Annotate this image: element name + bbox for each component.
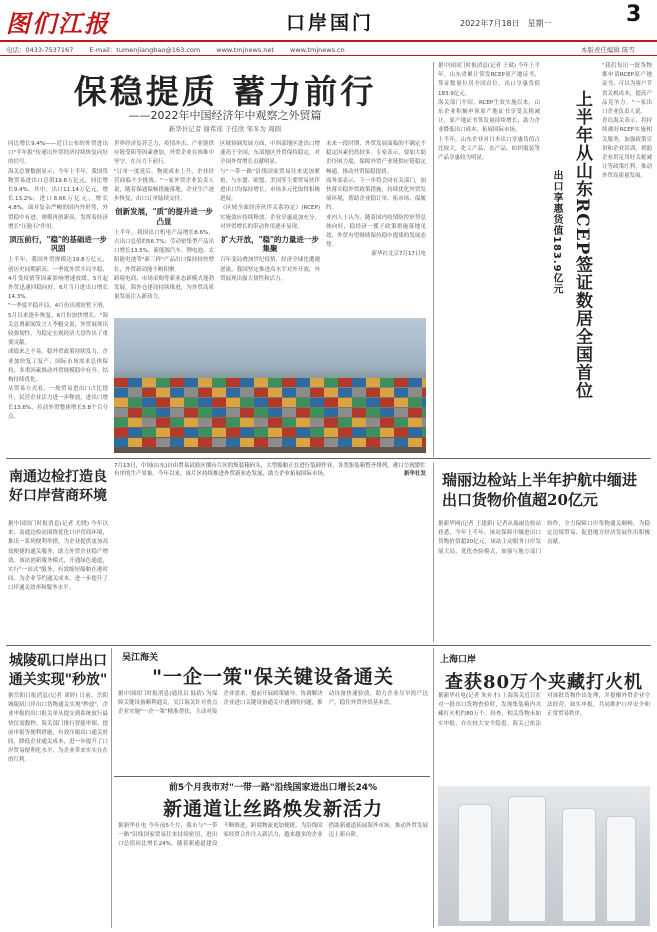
lead-headline: 保稳提质 蓄力前行 <box>73 72 377 111</box>
wujiang-headline: "一企一策"保关键设备通关 <box>152 666 394 688</box>
lead-column-1 <box>8 140 108 453</box>
ruili-headline: 瑞丽边检站上半年护航中缅进出口货物价值超20亿元 <box>442 471 638 509</box>
caption-text: 7月13日，中国(山东)自由贸易试验区烟台片区的集装箱码头，大型船舶正在进行装卸作业，各类集装箱整齐排列，港口呈现繁忙有序的生产景象。今年以来，该片区持续推进外贸新业态发展，助力企业拓展国际市场。 <box>114 463 426 478</box>
paragraph: 未来一段时期，外贸发展面临的不确定不稳定因素仍然较多。专家表示，要加大助企纾困力度，保障外贸产业链供应链稳定畅通，推动外贸保稳提质。 <box>326 141 426 175</box>
paragraph: 海关部门介绍，RCEP生效实施以来，山东企业积极申领原产地证书享受关税减让，原产地证书签发量持续增长，助力企业降低出口成本、拓展国际市场。 <box>438 99 540 134</box>
issue-date: 2022年7月18日 星期一 <box>460 19 552 28</box>
paragraph: 商务部表示，下一步将会同有关部门，加快落实稳外贸政策措施，持续优化外贸发展环境，帮助企业稳订单、拓市场、保履约。 <box>326 177 426 212</box>
wujiang-text: 据中国国门时报消息(通讯员 陆倩) 为保障关键设备顺利通关，吴江海关针对重点企业实施"一企一策"精准帮扶，主动对接企业需求，提前开展政策辅导，协调解决企业进口关键设备通关中遇到的问题，推动设备快速验放，助力企业尽早投产达产，稳住外贸外资基本盘。 <box>118 691 428 716</box>
info-bar <box>0 40 657 56</box>
shanghai-text: 据新华社电(记者 朱有才) 上海海关近日在对一批出口货物查验时，发现集装箱内夹藏打火机约80万个。经查，相关货物未如实申报，存在较大安全隐患。海关已依法对该批货物作出处理，并提醒外贸企业守法经营、如实申报，共同维护口岸安全和正常贸易秩序。 <box>438 693 650 727</box>
column-divider <box>111 648 112 928</box>
photo-caption <box>114 462 426 510</box>
section-divider <box>6 458 651 459</box>
section-divider <box>6 645 651 646</box>
wujiang-kicker: 吴江海关 <box>122 653 159 663</box>
customs-officers-photo <box>438 786 650 926</box>
section-divider <box>114 776 430 777</box>
chenglingji-headline: 城陵矶口岸出口通关实现"秒放" <box>8 653 108 688</box>
paragraph: 海关总署数据显示，今年上半年，我国货物贸易进出口总值19.8万亿元，同比增长9.4%。其中，出口11.14万亿元，增长13.2%；进口8.66万亿元，增长4.8%。面对复杂严峻的国内外形势，外贸稳中有进、规模再创新高，发挥着经济增长"压舱石"作用。 <box>8 168 108 230</box>
paragraph: 从贸易方式看，一般贸易进出口占比提升，民营企业活力进一步释放，进出口增长13.6%，拉动外贸整体增长5.8个百分点。 <box>8 386 108 420</box>
nantong-headline: 南通边检打造良好口岸营商环境 <box>9 469 107 504</box>
paragraph: 百年变局叠加世纪疫情，经济全球化遭遇逆流，我国坚定推进高水平对外开放，外贸展现出强大韧性和活力。 <box>220 257 320 282</box>
rcep-subheadline: 出口享惠货值183.9亿元 <box>551 170 562 295</box>
newspaper-logo: 图们江报 <box>6 9 110 38</box>
paragraph: 据中国国门时报消息(记者 王斌) 今年上半年，山东省累计签发RCEP原产地证书，签证数量位居全国首位，出口享惠货值183.9亿元。 <box>438 63 540 97</box>
shanghai-kicker: 上海口岸 <box>440 655 477 665</box>
section-subhead: 顶压前行，"稳"的基础进一步巩固 <box>9 235 107 254</box>
section-subhead: 创新发展，"质"的提升进一步凸显 <box>115 207 213 226</box>
rcep-text-1 <box>438 62 540 452</box>
section-title: 口岸国门 <box>285 12 374 34</box>
shanghai-headline: 查获80万个夹藏打火机 <box>444 672 644 693</box>
paragraph: 同比增长9.4%——近日公布的外贸进出口"半年报"传递出外贸经济持续恢复向好的信号。 <box>8 141 108 166</box>
rcep-text-2 <box>602 62 652 452</box>
lead-byline: 新华社记者 谢希瑶 于佳欣 邹多为 周圆 <box>168 125 282 133</box>
paragraph: 与"一带一路"沿线国家贸易往来更加紧密，与东盟、欧盟、美国等主要贸易伙伴进出口均保持增长，市场多元化取得积极进展。 <box>220 168 320 203</box>
phone-info: 电话：0433-7537167 <box>6 46 74 54</box>
rcep-headline: 上半年从山东RCEP签证数居全国首位 <box>572 90 592 400</box>
ruili-text: 据新华网(记者 王建新) 记者从瑞丽边检站获悉，今年上半年，该站保障中缅进出口货物价值超20亿元。该站主动服务口岸发展大局，优化查验模式，加强与地方部门协作，全力保障口岸货物通关顺畅，为稳定边境贸易、促进地方经济发展作出积极贡献。 <box>438 521 650 555</box>
lead-subheadline: ——2022年中国经济年中观察之外贸篇 <box>128 109 322 122</box>
email-info: E-mail：tumenjiangbao@163.com <box>89 46 201 54</box>
paragraph: 《区域全面经济伙伴关系协定》(RCEP)实施效应持续释放，企业享惠更加充分，对外贸增长的带动作用逐步显现。 <box>220 205 320 230</box>
beltroad-kicker: 前5个月我市对"一带一路"沿线国家进出口增长24% <box>168 783 378 793</box>
port-container-photo <box>114 318 426 453</box>
column-divider <box>433 62 434 457</box>
beltroad-text: 据新华社电 今年前5个月，我市与"一带一路"沿线国家贸易往来持续密切，进出口总值同比增长24%。随着新通道建设不断推进，跨境物流更加便捷，为沿线国家经贸合作注入新活力，越来越多的企业借助新通道拓展海外市场，推动外贸发展迈上新台阶。 <box>118 823 428 848</box>
editor-credit: 本版责任编辑 陈雪 <box>580 46 635 54</box>
paragraph: 上半年，山东企业对日本出口享惠货值占比较大，化工产品、农产品、纺织服装等产品享惠较为明显。 <box>438 136 540 162</box>
page-number: 3 <box>626 2 642 27</box>
paragraph: 上半年，我国出口机电产品增长8.6%，占出口总值的56.7%；劳动密集型产品出口增长13.5%。新能源汽车、锂电池、太阳能电池等"新三样"产品出口保持较快增长，外贸新动能不断积聚。 <box>114 229 214 273</box>
paragraph: 世界经济复苏乏力、疫情冲击、产业链供应链受阻等因素叠加，外贸企业在困难中坚守，在压力下前行。 <box>114 141 214 166</box>
column-divider <box>433 462 434 642</box>
paragraph: 跨境电商、市场采购等新业态新模式蓬勃发展，海外仓建设持续推进，为外贸高质量发展注入新动力。 <box>114 275 214 301</box>
paragraph: 区域协调发展方面，中西部地区进出口增速高于全国，东部地区外贸保持稳定，对全国外贸增长贡献明显。 <box>220 141 320 166</box>
nantong-text: 据中国国门时报消息(记者 尤晓) 今年以来，南通边检站围绕优化口岸营商环境，推出一系列便利举措，为企业提供更加高效便捷的通关服务，助力外贸企业稳产增效。该站创新服务模式，开通绿色通道，实行"一站式"服务，有效缩短船舶在港时间，为企业节约通关成本，进一步提升了口岸通关效率和服务水平。 <box>8 521 108 592</box>
paragraph: 业内人士认为，随着国内疫情防控形势总体向好，稳经济一揽子政策措施落地见效，外贸有望继续保持稳中提质的发展态势。 <box>326 214 426 249</box>
paragraph: 青岛海关表示，将持续做好RCEP实施相关服务，加强政策宣讲和企业培训，帮助企业用足用好关税减让等政策红利，推动外贸高质量发展。 <box>602 118 652 180</box>
dateline: 新华社北京7月17日电 <box>371 251 426 258</box>
column-divider <box>433 648 434 928</box>
section-subhead: 扩大开放，"稳"的力量进一步集聚 <box>221 235 319 254</box>
paragraph: "一季度平稳开局，4月份出现短暂下滑，5月以来逐步恢复，6月份加快增长。"海关总署新闻发言人李魁文说，外贸展现出较强韧性，为稳定宏观经济大盘作出了重要贡献。 <box>8 303 108 347</box>
paragraph: "我们每出一批货物都申请RCEP原产地证书，可以为客户节省关税成本，提高产品竞争力。"一家出口企业负责人说。 <box>602 63 652 116</box>
website-link[interactable]: www.tmjnews.net <box>216 46 274 54</box>
beltroad-headline: 新通道让丝路焕发新活力 <box>162 798 383 820</box>
website-link-alt[interactable]: www.tmjnews.cn <box>290 46 345 54</box>
paragraph: 成绩来之不易。稳外贸政策持续发力，企业加快复工复产，国际市场需求总体保持，多重因素推动外贸规模稳中有升、结构持续优化。 <box>8 349 108 384</box>
paragraph: "订单一度延后，物流成本上升，企业经营面临不少挑战。"一家外贸企业负责人说，随着保通保畅措施落地，企业生产逐步恢复，出口订单陆续交付。 <box>114 168 214 203</box>
photo-credit: 新华社发 <box>403 471 426 478</box>
paragraph: 上半年，我国外贸规模达19.8万亿元，创历史同期新高。一季度外贸开局平稳，4月受疫情等因素影响增速放缓，5月起外贸迅速回稳向好，6月当月进出口增长14.3%。 <box>8 257 108 301</box>
chenglingji-text: 据岳阳日报消息(记者 刘婷) 日前，岳阳城陵矶口岸出口货物通关实现"秒放"，企业申报的出口报关单从提交到系统放行最快仅需数秒。海关部门推行智能审图、提前申报等便利措施，有效压缩出口通关时间，降低企业通关成本，进一步提升了口岸贸易便利化水平，为企业带来实实在在的红利。 <box>8 693 108 764</box>
